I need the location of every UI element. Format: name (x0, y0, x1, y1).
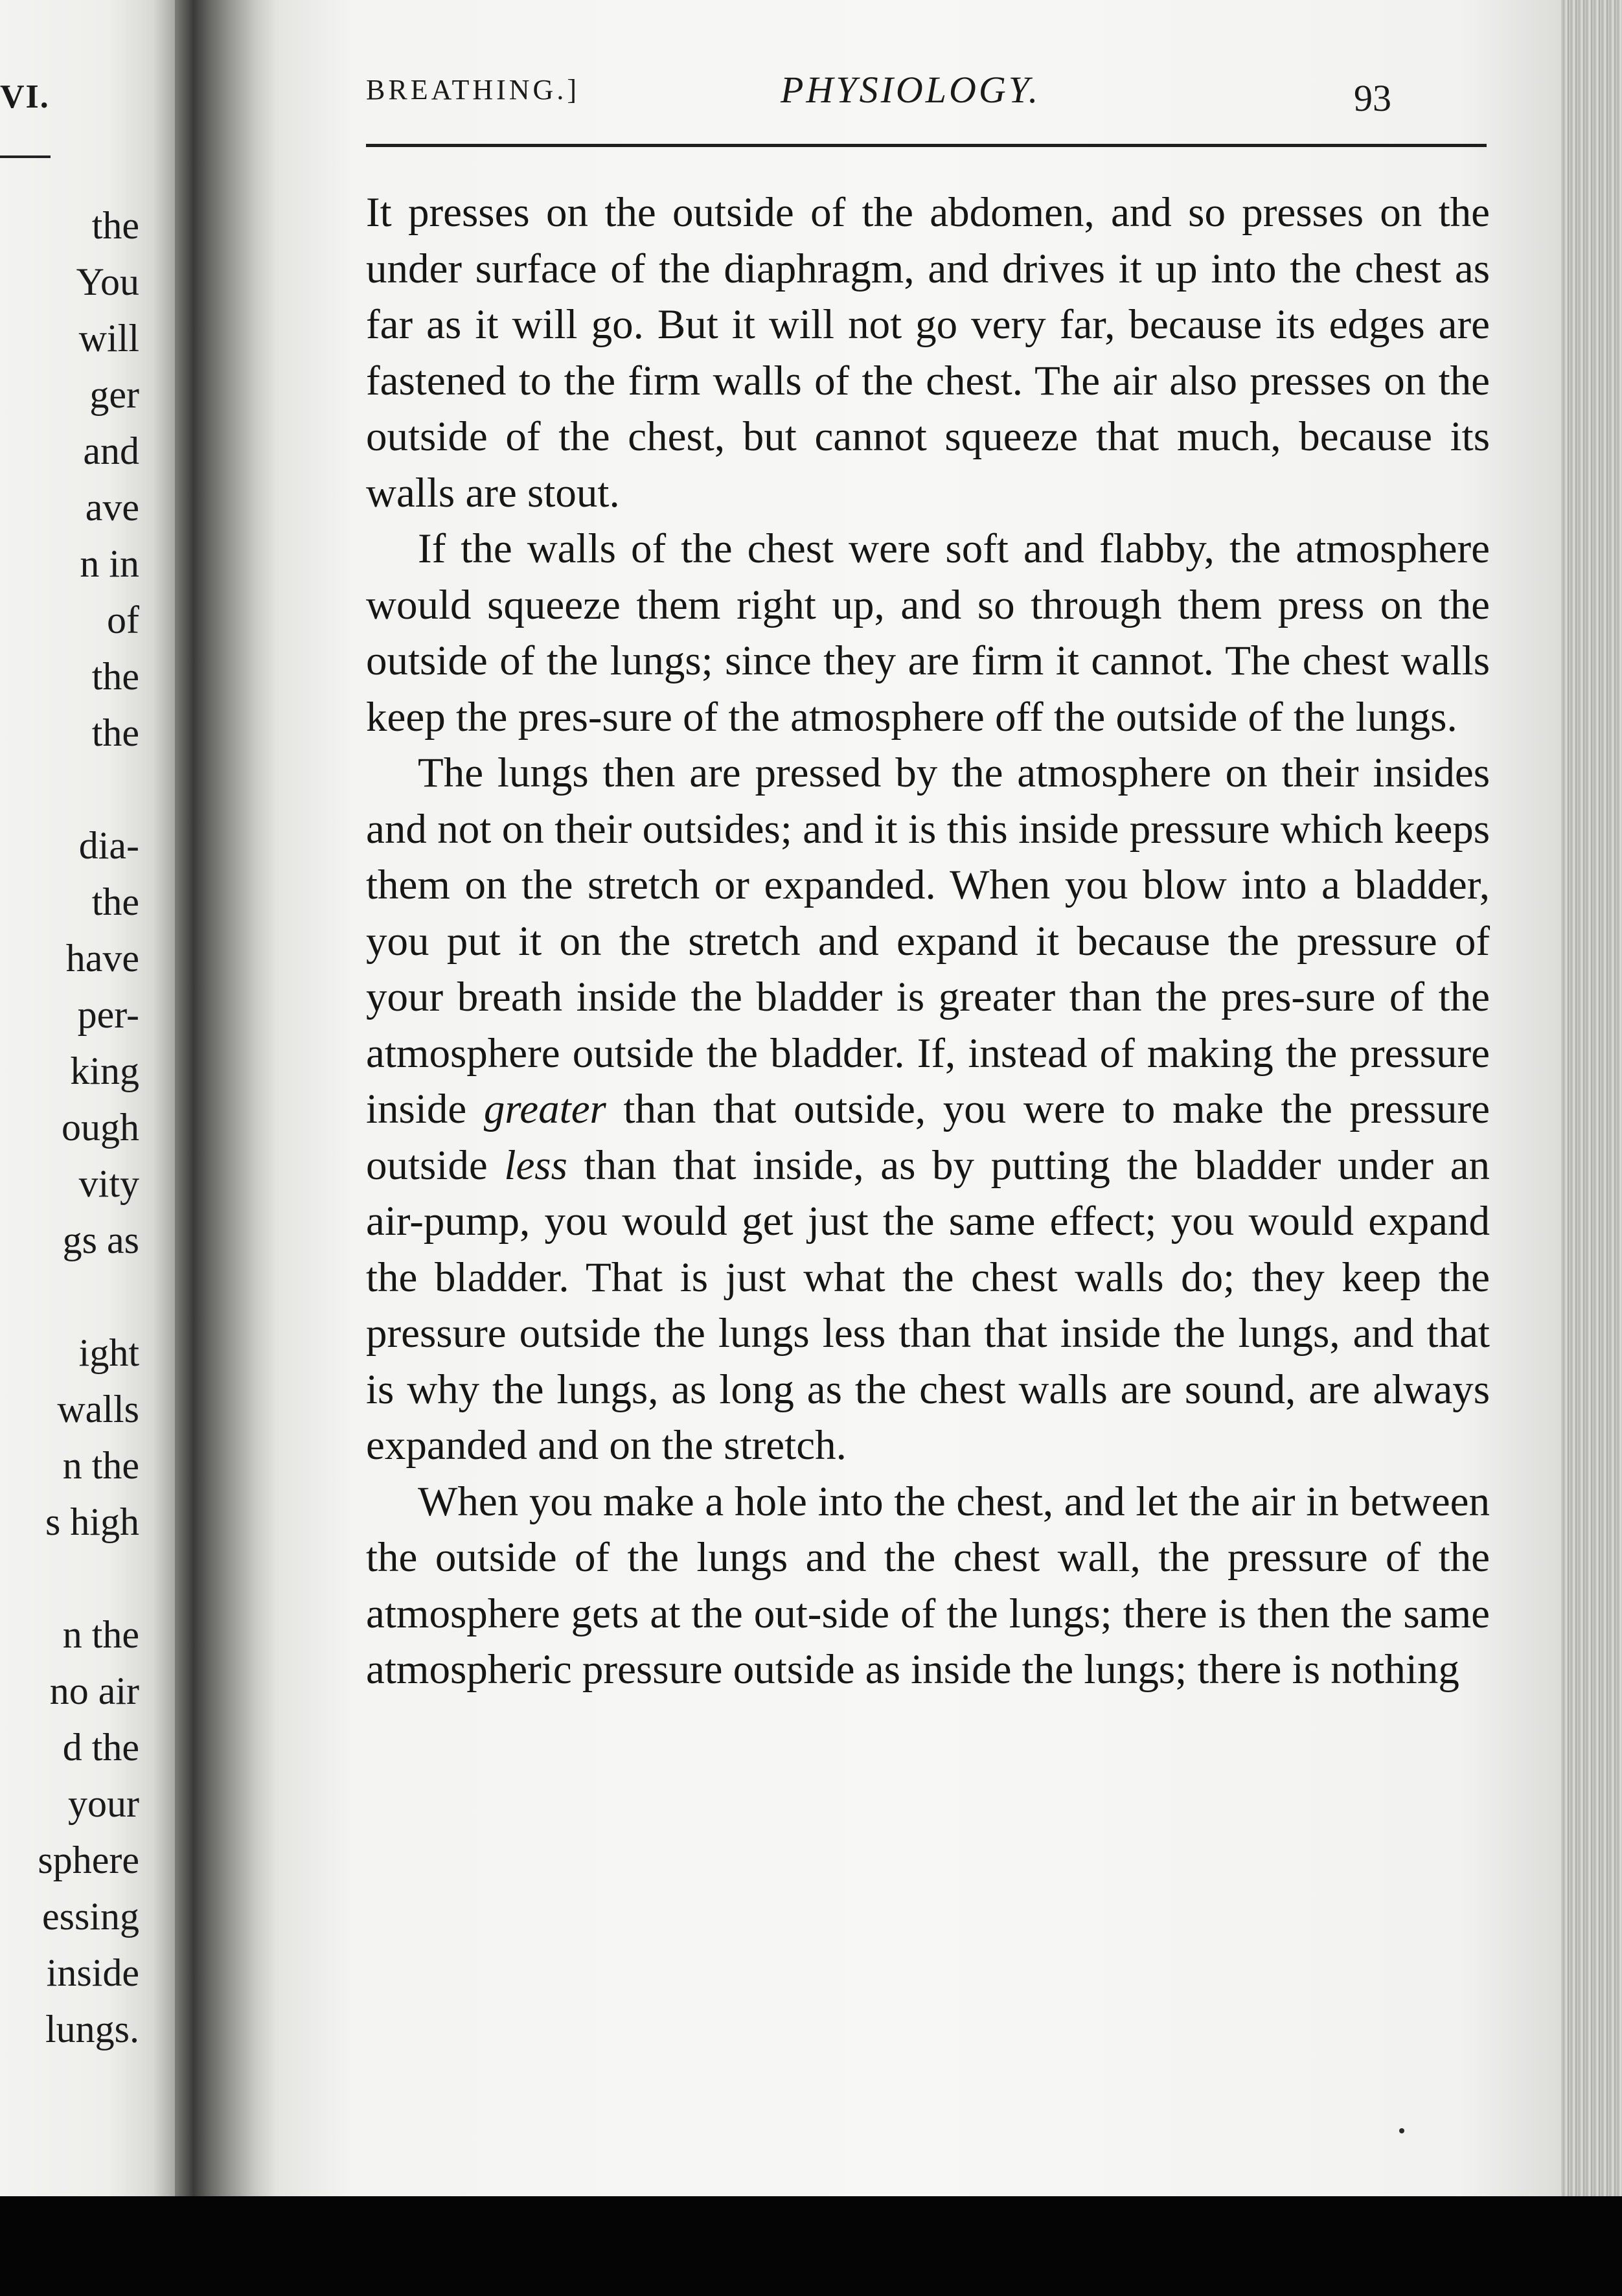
paragraph-1: It presses on the outside of the abdomen, and so presses on the under surface of the diaphragm, and drives it up into the chest as far as it will go. But it will not go very far, because its edges are fastened to the firm walls of the chest. The air also presses on the outside of the chest, but cannot squeeze that much, because its walls are stout. (366, 189, 1490, 516)
header-rule (366, 144, 1487, 147)
left-page-fragment: the (91, 204, 139, 247)
left-page-fragment: gs as (62, 1219, 139, 1261)
left-page-fragment: sphere (38, 1839, 139, 1881)
left-page-fragment: ger (89, 373, 139, 416)
scan-speck (1399, 2128, 1404, 2133)
left-page-fragment: of (107, 599, 139, 641)
left-page-fragment: have (65, 937, 139, 980)
left-page-fragment: will (78, 317, 139, 360)
book-title: PHYSIOLOGY. (781, 69, 1041, 111)
paragraph-4: When you make a hole into the chest, and let the air in between the outside of the lungs and the chest wall, the pressure of the atmosphere gets at the out-side of the lungs; there is then the same atmospheric pressure outside as inside the lungs; there is nothing (366, 1478, 1490, 1693)
paragraph-3-part-3: than that inside, as by putting the bladder under an air-pump, you would get just the same effect; you would expand the bladder. That is just what the chest walls do; they keep the pressure outside the lungs less than that inside the lungs, and that is why the lungs, as long as the chest walls are sound, are always expanded and on the stretch. (366, 1142, 1491, 1469)
left-page-fragment: dia- (78, 824, 139, 867)
left-page-fragment: king (70, 1050, 139, 1092)
left-page-fragment: inside (46, 1951, 139, 1994)
section-title: BREATHING.] (366, 74, 580, 106)
paragraph-2: If the walls of the chest were soft and flabby, the atmosphere would squeeze them right up, and so through them press on the outside of the lungs; since they are firm it cannot. The chest walls keep the pres-sure of the atmosphere off the outside of the lungs. (366, 525, 1490, 740)
left-page-fragment: lungs. (45, 2008, 139, 2050)
left-page-fragment: s high (45, 1500, 139, 1543)
left-page-fragment: the (91, 655, 139, 698)
left-page-fragment: n in (80, 542, 139, 585)
running-head (366, 68, 1121, 120)
left-page-fragment: essing (42, 1895, 139, 1938)
right-page (275, 0, 1561, 2196)
emphasis-greater: greater (483, 1086, 606, 1132)
left-page-fragment: n the (62, 1444, 139, 1487)
left-page-fragment: the (91, 880, 139, 923)
emphasis-less: less (504, 1142, 567, 1189)
left-page-fragment: d the (62, 1726, 139, 1769)
page-number: 93 (1354, 77, 1391, 119)
binding-gutter-shadow (175, 0, 279, 2196)
left-page-fragment: vity (78, 1162, 139, 1205)
left-page-fragment: n the (62, 1613, 139, 1656)
body-text (366, 185, 1490, 1698)
paragraph-3-part-2: than that outside, you were to make the pressure outside (366, 1086, 1491, 1189)
paragraph-3 (366, 745, 1490, 1474)
left-page-line-fragments (0, 198, 139, 2058)
left-page-rule (0, 155, 51, 158)
page-edges (1561, 0, 1622, 2203)
paragraph-3-part-1: The lungs then are pressed by the atmosphere on their insides and not on their outsides; and it is this inside pressure which keeps them on the stretch or expanded. When you blow into a bladder, you put it on the stretch and expand it because the pressure of your breath inside the bladder is greater than the pres-sure of the atmosphere outside the bladder. If, instead of making the pressure inside (366, 750, 1490, 1132)
left-page-fragment: per- (77, 993, 139, 1036)
scan-background (0, 2196, 1622, 2296)
left-page-fragment: ough (62, 1106, 139, 1149)
left-facing-page (0, 0, 180, 2196)
left-page-fragment: You (76, 260, 139, 303)
left-page-fragment: and (83, 430, 139, 472)
left-page-fragment: ight (78, 1331, 139, 1374)
left-page-fragment: your (68, 1782, 139, 1825)
left-page-fragment: ave (85, 486, 139, 529)
left-page-fragment: no air (49, 1670, 139, 1712)
left-page-fragment: walls (57, 1388, 139, 1430)
left-page-fragment: the (91, 711, 139, 754)
left-page-running-head: VI. (0, 78, 50, 115)
